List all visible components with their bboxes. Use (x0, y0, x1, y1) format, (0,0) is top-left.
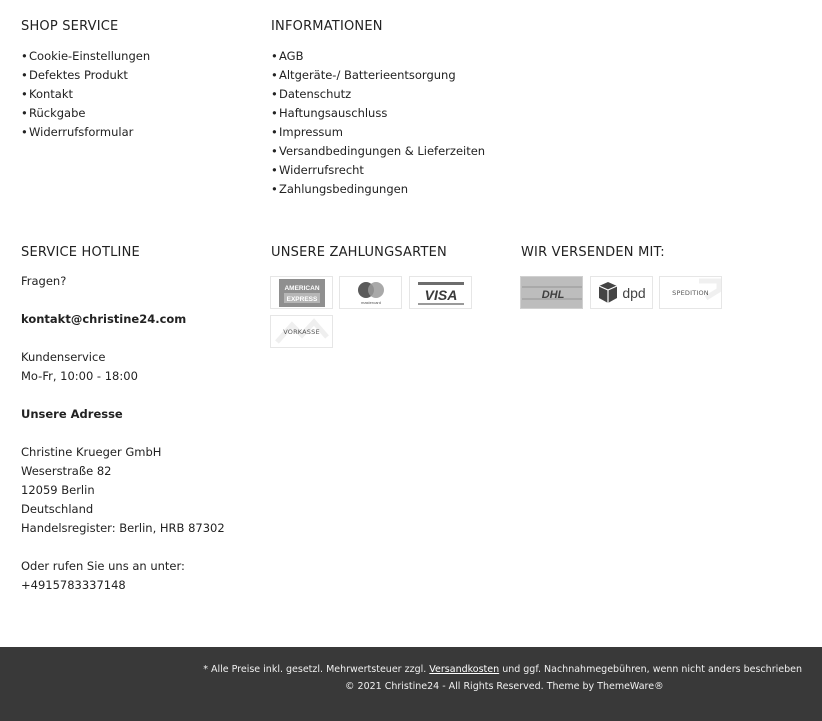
bullet: • (271, 68, 278, 82)
link-widerrufsrecht[interactable]: Widerrufsrecht (279, 163, 364, 177)
address-label: Unsere Adresse (21, 407, 123, 421)
mastercard-logo-icon (351, 279, 391, 307)
list-item (21, 123, 150, 142)
list-item (271, 180, 485, 199)
vorkasse-badge (270, 315, 333, 348)
list-item (271, 161, 485, 180)
shop-service-heading: SHOP SERVICE (21, 19, 119, 34)
list-item (21, 104, 150, 123)
amex-logo-icon (279, 279, 325, 307)
price-notice-prefix: * Alle Preise inkl. gesetzl. Mehrwertsteuer zzgl. (203, 664, 427, 675)
link-defektes-produkt[interactable]: Defektes Produkt (29, 68, 128, 82)
dpd-label: dpd (621, 284, 646, 301)
informationen-column (271, 18, 485, 199)
link-altgeraete[interactable]: Altgeräte-/ Batterieentsorgung (279, 68, 456, 82)
payment-badges (270, 276, 480, 348)
list-item (271, 123, 485, 142)
service-hours: Mo-Fr, 10:00 - 18:00 (21, 369, 138, 383)
country: Deutschland (21, 502, 94, 516)
amex-line2: EXPRESS (286, 295, 317, 303)
bullet: • (21, 49, 28, 63)
link-kontakt[interactable]: Kontakt (29, 87, 74, 101)
dpd-badge (590, 276, 653, 309)
shipping-heading: WIR VERSENDEN MIT: (521, 245, 665, 260)
list-item (21, 66, 150, 85)
list-item (271, 47, 485, 66)
price-notice (203, 664, 802, 675)
list-item (271, 66, 485, 85)
list-item (21, 47, 150, 66)
mastercard-label: mastercard (360, 299, 381, 305)
dhl-badge (520, 276, 583, 309)
spedition-badge (659, 276, 722, 309)
shipping-costs-link[interactable]: Versandkosten (429, 664, 500, 675)
list-item (271, 142, 485, 161)
link-zahlungsbedingungen[interactable]: Zahlungsbedingungen (279, 182, 408, 196)
service-hotline-heading: SERVICE HOTLINE (21, 245, 140, 260)
amex-badge (270, 276, 333, 309)
question-text: Fragen? (21, 274, 67, 288)
bullet: • (21, 106, 28, 120)
visa-badge (409, 276, 472, 309)
bullet: • (21, 87, 28, 101)
bullet: • (21, 125, 28, 139)
informationen-heading: INFORMATIONEN (271, 19, 383, 34)
company-name: Christine Krueger GmbH (21, 445, 162, 459)
bullet: • (271, 182, 278, 196)
commercial-register: Handelsregister: Berlin, HRB 87302 (21, 521, 225, 535)
service-hotline-column (21, 244, 225, 595)
spedition-label: SPEDITION (672, 288, 709, 297)
link-rueckgabe[interactable]: Rückgabe (29, 106, 86, 120)
bullet: • (271, 106, 278, 120)
vorkasse-label: VORKASSE (283, 327, 320, 336)
link-agb[interactable]: AGB (279, 49, 304, 63)
bullet: • (21, 68, 28, 82)
list-item (21, 85, 150, 104)
call-us-label: Oder rufen Sie uns an unter: (21, 559, 185, 573)
link-versandbedingungen[interactable]: Versandbedingungen & Lieferzeiten (279, 144, 486, 158)
list-item (271, 85, 485, 104)
customer-service-label: Kundenservice (21, 350, 106, 364)
bullet: • (271, 49, 278, 63)
link-cookie-einstellungen[interactable]: Cookie-Einstellungen (29, 49, 151, 63)
dpd-logo-icon (594, 279, 650, 307)
bullet: • (271, 125, 278, 139)
informationen-list (271, 47, 485, 199)
shop-service-column (21, 18, 150, 142)
payment-column (271, 244, 447, 262)
bullet: • (271, 87, 278, 101)
shipping-badges (520, 276, 730, 310)
contact-email-link[interactable]: kontakt@christine24.com (21, 312, 187, 326)
link-widerrufsformular[interactable]: Widerrufsformular (29, 125, 134, 139)
shipping-column (521, 244, 665, 262)
payment-heading: UNSERE ZAHLUNGSARTEN (271, 245, 447, 260)
city-address: 12059 Berlin (21, 483, 95, 497)
list-item (271, 104, 485, 123)
bullet: • (271, 144, 278, 158)
footer-bar (0, 647, 822, 721)
dhl-logo-icon (522, 278, 582, 308)
copyright-text: © 2021 Christine24 - All Rights Reserved. Theme by ThemeWare® (345, 681, 664, 692)
dhl-label: DHL (541, 288, 564, 301)
bullet: • (271, 163, 278, 177)
link-haftungsauschluss[interactable]: Haftungsauschluss (279, 106, 388, 120)
shop-service-list (21, 47, 150, 142)
amex-line1: AMERICAN (283, 284, 320, 292)
visa-label: VISA (424, 286, 457, 303)
street-address: Weserstraße 82 (21, 464, 112, 478)
visa-logo-icon (416, 279, 466, 307)
price-notice-suffix: und ggf. Nachnahmegebühren, wenn nicht anders beschrieben (502, 664, 802, 675)
mastercard-badge (339, 276, 402, 309)
phone-number[interactable]: +4915783337148 (21, 578, 126, 592)
link-datenschutz[interactable]: Datenschutz (279, 87, 352, 101)
link-impressum[interactable]: Impressum (279, 125, 343, 139)
